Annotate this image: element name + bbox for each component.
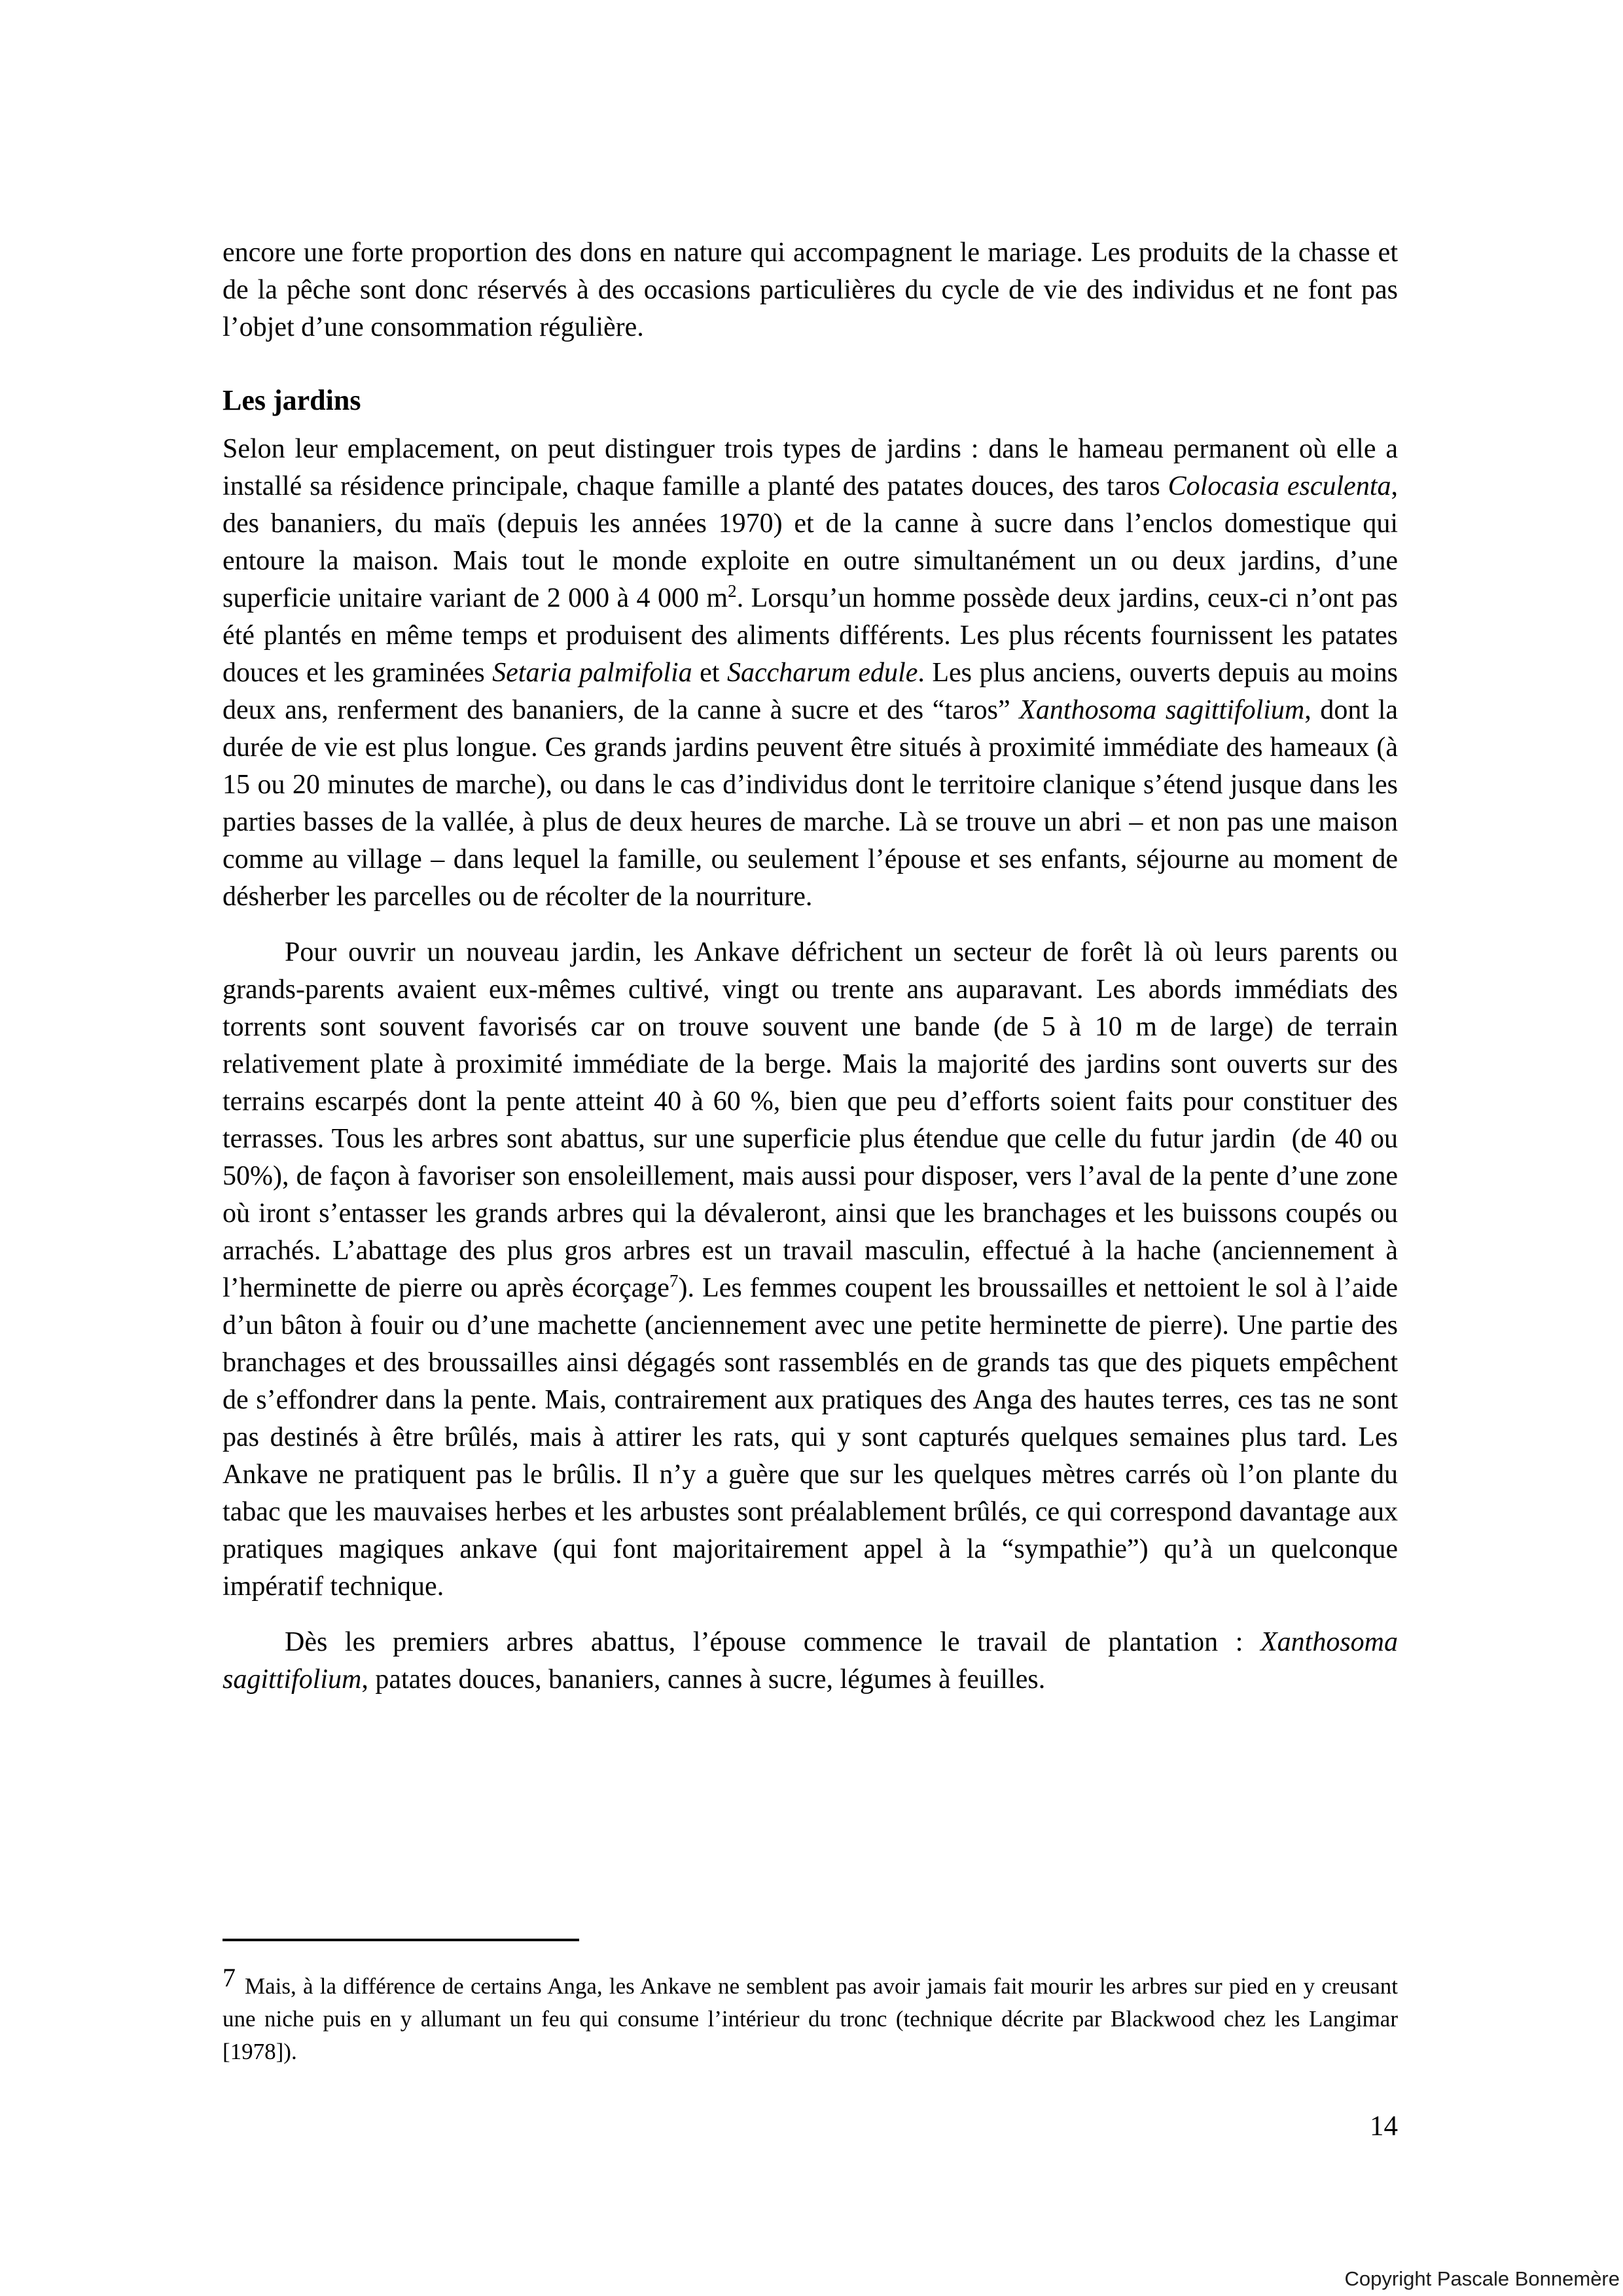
section-heading: Les jardins — [223, 384, 361, 416]
text-column — [223, 234, 1398, 1698]
paragraph-planting: Dès les premiers arbres abattus, l’épouse commence le travail de plantation : Xanthosoma sagittifolium, patates douces, bananiers, cannes à sucre, légumes à feuilles. — [223, 1627, 1398, 1695]
footnote-area — [223, 1939, 1398, 2068]
paragraph-garden-types: Selon leur emplacement, on peut distinguer trois types de jardins : dans le hameau permanent où elle a installé sa résidence principale, chaque famille a planté des patates douces, des taros Colocasia esculenta, des bananiers, du maïs (depuis les années 1970) et de la canne à sucre dans l’enclos domestique qui entoure la maison. Mais tout le monde exploite en outre simultanément un ou deux jardins, d’une superficie unitaire variant de 2 000 à 4 000 $m^2$. Lorsqu’un homme possède deux jardins, ceux-ci n’ont pas été plantés en même temps et produisent des aliments différents. Les plus récents fournissent les patates douces et les graminées Setaria palmifolia et Saccharum edule. Les plus anciens, ouverts depuis au moins deux ans, renferment des bananiers, de la canne à sucre et des “taros” Xanthosoma sagittifolium, dont la durée de vie est plus longue. Ces grands jardins peuvent être situés à proximité immédiate des hameaux (à 15 ou 20 minutes de marche), ou dans le cas d’individus dont le territoire clanique s’étend jusque dans les parties basses de la vallée, à plus de deux heures de marche. Là se trouve un abri – et non pas une maison comme au village – dans lequel la famille, ou seulement l’épouse et ses enfants, séjourne au moment de désherber les parcelles ou de récolter de la nourriture. — [223, 434, 1399, 912]
paragraph-new-garden: Pour ouvrir un nouveau jardin, les Ankave défrichent un secteur de forêt là où leurs parents ou grands-parents avaient eux-mêmes cultivé, vingt ou trente ans auparavant. Les abords immédiats des torrents sont souvent favorisés car on trouve souvent une bande (de 5 à 10 m de large) de terrain relativement plate à proximité immédiate de la berge. Mais la majorité des jardins sont ouverts sur des terrains escarpés dont la pente atteint 40 à 60 %, bien que peu d’efforts soient faits pour constituer des terrasses. Tous les arbres sont abattus, sur une superficie plus étendue que celle du futur jardin (de 40 ou 50%), de façon à favoriser son ensoleillement, mais aussi pour disposer, vers l’aval de la pente d’une zone où iront s’entasser les grands arbres qui la dévaleront, ainsi que les branchages et les buissons coupés ou arrachés. L’abattage des plus gros arbres est un travail masculin, effectué à la hache (anciennement à l’herminette de pierre ou après écorçage$^7$). Les femmes coupent les broussailles et nettoient le sol à l’aide d’un bâton à fouir ou d’une machette (anciennement avec une petite herminette de pierre). Une partie des branchages et des broussailles ainsi dégagés sont rassemblés en de grands tas que des piquets empêchent de s’effondrer dans la pente. Mais, contrairement aux pratiques des Anga des hautes terres, ces tas ne sont pas destinés à être brûlés, mais à attirer les rats, qui y sont capturés quelques semaines plus tard. Les Ankave ne pratiquent pas le brûlis. Il n’y a guère que sur les quelques mètres carrés où l’on plante du tabac que les mauvaises herbes et les arbustes sont préalablement brûlés, ce qui correspond davantage aux pratiques magiques ankave (qui font majoritairement appel à la “sympathie”) qu’à un quelconque impératif technique. — [223, 937, 1398, 1602]
paragraph-intro: encore une forte proportion des dons en nature qui accompagnent le mariage. Les produits de la chasse et de la pêche sont donc réservés à des occasions particulières du cycle de vie des individus et ne font pas l’objet d’une consommation régulière. — [223, 238, 1398, 342]
footnote-marker: 7 — [223, 1963, 236, 1992]
page-number: 14 — [1370, 2111, 1398, 2142]
footnote-separator — [223, 1939, 579, 1941]
footnote-7 — [223, 1963, 1398, 2068]
footnote-text: Mais, à la différence de certains Anga, les Ankave ne semblent pas avoir jamais fait mourir les arbres sur pied en y creusant une niche puis en y allumant un feu qui consume l’intérieur du tronc (technique décrite par Blackwood chez les Langimar [1978]). — [223, 1973, 1398, 2064]
copyright-watermark: Copyright Pascale Bonnemère — [1344, 2267, 1620, 2290]
